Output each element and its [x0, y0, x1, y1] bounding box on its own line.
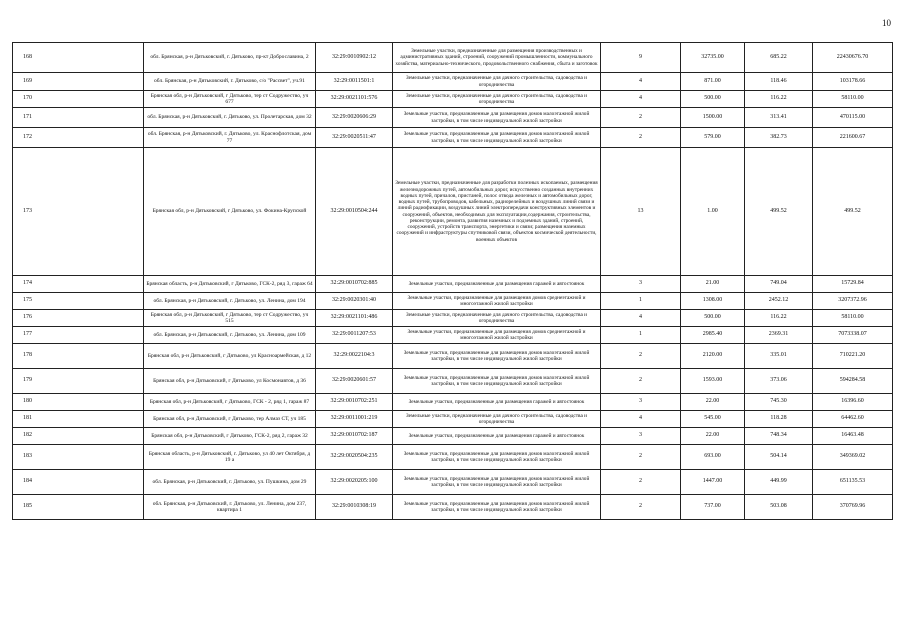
- cadastral-number-cell: 32:29:0011001:219: [316, 411, 393, 428]
- address-cell: Брянская область, р-н Дятьковский, г. Дятьково, ул 40 лет Октября, д 19 а: [144, 445, 316, 470]
- table-row: [13, 91, 893, 108]
- group-cell: 2: [601, 128, 681, 148]
- specific-value-cell: 335.01: [745, 344, 813, 369]
- cadastral-cost-cell: 594284.58: [813, 369, 893, 394]
- specific-value-cell: 749.04: [745, 276, 813, 293]
- land-use-cell: Земельные участки, предназначенные для дачного строительства, садоводства и огородничества: [393, 411, 601, 428]
- area-cell: 1500.00: [681, 108, 745, 128]
- row-number: 175: [13, 293, 144, 310]
- table-row: [13, 411, 893, 428]
- row-number: 179: [13, 369, 144, 394]
- row-number: 184: [13, 470, 144, 495]
- land-registry-table: [12, 42, 893, 520]
- specific-value-cell: 449.99: [745, 470, 813, 495]
- group-cell: 2: [601, 470, 681, 495]
- area-cell: 1447.00: [681, 470, 745, 495]
- address-cell: Брянская обл, р-н Дятьковский, г Дятьково, ул Космонавтов, д 36: [144, 369, 316, 394]
- area-cell: 22.00: [681, 394, 745, 411]
- table-row: [13, 73, 893, 91]
- land-use-cell: Земельные участки, предназначенные для разработки полезных ископаемых, размещения железнодорожных путей, автомобильных дорог, искусственно созданных внутренних водных путей, причалов, пристаней, полос отвода железных и автомобильных дорог, водных путей, трубопроводов, кабельных, радиорелейных и воздушных линий связи и линий радиофикации, воздушных линий электропередачи конструктивных элементов и сооружений, объектов, необходимых для эксплуатации,содержания, строительства, реконструкции, ремонта, развития наземных и подземных зданий, строений, сооружений, устройств транспорта, энергетики и связи; размещения наземных сооружений и инфраструктуры спутниковой связи, объектов космической деятельности, военных объектов: [393, 148, 601, 276]
- cadastral-number-cell: 32:29:0020601:57: [316, 369, 393, 394]
- area-cell: 2120.00: [681, 344, 745, 369]
- area-cell: 545.00: [681, 411, 745, 428]
- cadastral-cost-cell: 470115.00: [813, 108, 893, 128]
- cadastral-number-cell: 32:29:0022104:3: [316, 344, 393, 369]
- land-use-cell: Земельные участки, предназначенные для размещения гаражей и автостоянок: [393, 394, 601, 411]
- land-use-cell: Земельные участки, предназначенные для дачного строительства, садоводства и огородничества: [393, 310, 601, 327]
- cadastral-cost-cell: 221600.67: [813, 128, 893, 148]
- row-number: 178: [13, 344, 144, 369]
- area-cell: 1308.00: [681, 293, 745, 310]
- address-cell: обл. Брянская, р-н Дятьковский, г. Дятьково, ул. Ленина, дом 109: [144, 327, 316, 344]
- address-cell: обл. Брянская, р-н Дятьковский, г. Дятьково, ул. Краснофлотская, дом 77: [144, 128, 316, 148]
- land-use-cell: Земельные участки, предназначенные для размещения домов среднеэтажной и многоэтажной жилой застройки: [393, 293, 601, 310]
- table-row: [13, 394, 893, 411]
- specific-value-cell: 2369.31: [745, 327, 813, 344]
- table-row: [13, 428, 893, 445]
- address-cell: Брянская обл, р-н Дятьковский, г Дятьково, тер Алмаз СТ, уч 185: [144, 411, 316, 428]
- area-cell: 737.00: [681, 495, 745, 520]
- land-use-cell: Земельные участки, предназначенные для размещения домов малоэтажной жилой застройки, в том числе индивидуальной жилой застройки: [393, 128, 601, 148]
- table-row: [13, 128, 893, 148]
- address-cell: обл. Брянская, р-н Дятьковский, г. Дятьково, ул. Пролетарская, дом 32: [144, 108, 316, 128]
- address-cell: Брянская область, р-н Дятьковский, г Дятьково, ГСК-2, ряд 3, гараж 64: [144, 276, 316, 293]
- row-number: 168: [13, 43, 144, 73]
- area-cell: 21.00: [681, 276, 745, 293]
- specific-value-cell: 118.28: [745, 411, 813, 428]
- land-use-cell: Земельные участки, предназначенные для размещения домов малоэтажной жилой застройки, в том числе индивидуальной жилой застройки: [393, 369, 601, 394]
- area-cell: 1.00: [681, 148, 745, 276]
- group-cell: 2: [601, 445, 681, 470]
- address-cell: Брянская обл, р-н Дятьковский, г Дятьково, ГСК - 2, ряд 1, гараж 87: [144, 394, 316, 411]
- table-row: [13, 470, 893, 495]
- area-cell: 22.00: [681, 428, 745, 445]
- table-row: [13, 344, 893, 369]
- address-cell: обл. Брянская, р-н Дятьковский, г. Дятьково, ул. Ленина, дом 194: [144, 293, 316, 310]
- land-use-cell: Земельные участки, предназначенные для размещения производственных и административных зданий, строений, сооружений промышленности, коммунального хозяйства, материально-технического, продовольственного снабжения, сбыта и заготовок: [393, 43, 601, 73]
- cadastral-cost-cell: 499.52: [813, 148, 893, 276]
- cadastral-cost-cell: 22430676.70: [813, 43, 893, 73]
- table-row: [13, 310, 893, 327]
- row-number: 181: [13, 411, 144, 428]
- cadastral-cost-cell: 651135.53: [813, 470, 893, 495]
- row-number: 182: [13, 428, 144, 445]
- specific-value-cell: 2452.12: [745, 293, 813, 310]
- land-use-cell: Земельные участки, предназначенные для размещения домов малоэтажной жилой застройки, в том числе индивидуальной жилой застройки: [393, 344, 601, 369]
- row-number: 183: [13, 445, 144, 470]
- address-cell: обл. Брянская, р-н Дятьковский, г. Дятьково, с/о "Рассвет", уч.91: [144, 73, 316, 91]
- cadastral-number-cell: 32:29:0010308:19: [316, 495, 393, 520]
- specific-value-cell: 382.73: [745, 128, 813, 148]
- cadastral-cost-cell: 3207372.96: [813, 293, 893, 310]
- cadastral-cost-cell: 16463.48: [813, 428, 893, 445]
- group-cell: 3: [601, 394, 681, 411]
- address-cell: обл. Брянская, р-н Дятьковский, г. Дятьково, пр-кт Доброславина, 2: [144, 43, 316, 73]
- land-use-cell: Земельные участки, предназначенные для размещения домов среднеэтажной и многоэтажной жилой застройки: [393, 327, 601, 344]
- area-cell: 2985.40: [681, 327, 745, 344]
- land-use-cell: Земельные участки, предназначенные для размещения домов малоэтажной жилой застройки, в том числе индивидуальной жилой застройки: [393, 470, 601, 495]
- table-row: [13, 108, 893, 128]
- cadastral-number-cell: 32:29:0020606:29: [316, 108, 393, 128]
- area-cell: 871.00: [681, 73, 745, 91]
- address-cell: обл. Брянская, р-н Дятьковский, г. Дятьково, ул. Ленина, дом 237, квартира 1: [144, 495, 316, 520]
- table-row: [13, 445, 893, 470]
- specific-value-cell: 503.08: [745, 495, 813, 520]
- address-cell: Брянская обл, р-н Дятьковский, г Дятьково, тер ст Содружество, уч 677: [144, 91, 316, 108]
- cadastral-number-cell: 32:29:0020511:47: [316, 128, 393, 148]
- table-row: [13, 43, 893, 73]
- cadastral-number-cell: 32:29:0021101:576: [316, 91, 393, 108]
- table-row: [13, 148, 893, 276]
- cadastral-cost-cell: 64462.60: [813, 411, 893, 428]
- group-cell: 1: [601, 327, 681, 344]
- area-cell: 32735.00: [681, 43, 745, 73]
- specific-value-cell: 373.06: [745, 369, 813, 394]
- cadastral-cost-cell: 370769.96: [813, 495, 893, 520]
- group-cell: 2: [601, 495, 681, 520]
- table-row: [13, 369, 893, 394]
- address-cell: обл. Брянская, р-н Дятьковский, г. Дятьково, ул. Пушкина, дом 29: [144, 470, 316, 495]
- cadastral-number-cell: 32:29:0010902:12: [316, 43, 393, 73]
- cadastral-number-cell: 32:29:0021101:486: [316, 310, 393, 327]
- specific-value-cell: 116.22: [745, 91, 813, 108]
- group-cell: 2: [601, 344, 681, 369]
- table-body: [13, 43, 893, 520]
- area-cell: 1593.00: [681, 369, 745, 394]
- cadastral-cost-cell: 15729.84: [813, 276, 893, 293]
- group-cell: 3: [601, 276, 681, 293]
- group-cell: 3: [601, 428, 681, 445]
- area-cell: 500.00: [681, 310, 745, 327]
- group-cell: 4: [601, 411, 681, 428]
- group-cell: 13: [601, 148, 681, 276]
- area-cell: 500.00: [681, 91, 745, 108]
- row-number: 169: [13, 73, 144, 91]
- cadastral-number-cell: 32:29:0020504:235: [316, 445, 393, 470]
- group-cell: 4: [601, 310, 681, 327]
- row-number: 170: [13, 91, 144, 108]
- table-row: [13, 276, 893, 293]
- cadastral-number-cell: 32:29:0010504:244: [316, 148, 393, 276]
- address-cell: Брянская обл, р-н Дятьковский, г Дятьково, тер ст Содружество, уч 515: [144, 310, 316, 327]
- row-number: 185: [13, 495, 144, 520]
- page-number: 10: [882, 18, 891, 28]
- cadastral-number-cell: 32:29:0010702:187: [316, 428, 393, 445]
- group-cell: 2: [601, 369, 681, 394]
- specific-value-cell: 116.22: [745, 310, 813, 327]
- group-cell: 2: [601, 108, 681, 128]
- cadastral-cost-cell: 349369.02: [813, 445, 893, 470]
- cadastral-cost-cell: 58110.00: [813, 310, 893, 327]
- cadastral-number-cell: 32:29:0010702:251: [316, 394, 393, 411]
- row-number: 174: [13, 276, 144, 293]
- cadastral-cost-cell: 7073338.07: [813, 327, 893, 344]
- address-cell: Брянская обл, р-н Дятьковский, г Дятьково, ул. Фокина-Крупской: [144, 148, 316, 276]
- specific-value-cell: 685.22: [745, 43, 813, 73]
- row-number: 177: [13, 327, 144, 344]
- address-cell: Брянская обл, р-н Дятьковский, г Дятьково, ул Красноармейская, д 12: [144, 344, 316, 369]
- land-use-cell: Земельные участки, предназначенные для размещения домов малоэтажной жилой застройки, в том числе индивидуальной жилой застройки: [393, 445, 601, 470]
- group-cell: 1: [601, 293, 681, 310]
- specific-value-cell: 504.14: [745, 445, 813, 470]
- row-number: 173: [13, 148, 144, 276]
- cadastral-cost-cell: 710221.20: [813, 344, 893, 369]
- table-row: [13, 327, 893, 344]
- row-number: 171: [13, 108, 144, 128]
- group-cell: 4: [601, 91, 681, 108]
- specific-value-cell: 499.52: [745, 148, 813, 276]
- land-use-cell: Земельные участки, предназначенные для размещения домов малоэтажной жилой застройки, в том числе индивидуальной жилой застройки: [393, 495, 601, 520]
- row-number: 176: [13, 310, 144, 327]
- specific-value-cell: 313.41: [745, 108, 813, 128]
- specific-value-cell: 745.30: [745, 394, 813, 411]
- cadastral-number-cell: 32:29:0010702:885: [316, 276, 393, 293]
- table-row: [13, 495, 893, 520]
- address-cell: Брянская обл, р-н Дятьковский, г Дятьково, ГСК-2, ряд 2, гараж 32: [144, 428, 316, 445]
- specific-value-cell: 118.46: [745, 73, 813, 91]
- row-number: 172: [13, 128, 144, 148]
- land-use-cell: Земельные участки, предназначенные для размещения гаражей и автостоянок: [393, 276, 601, 293]
- group-cell: 4: [601, 73, 681, 91]
- cadastral-number-cell: 32:29:0011501:1: [316, 73, 393, 91]
- cadastral-cost-cell: 103178.66: [813, 73, 893, 91]
- row-number: 180: [13, 394, 144, 411]
- cadastral-cost-cell: 16396.60: [813, 394, 893, 411]
- cadastral-number-cell: 32:29:0020301:40: [316, 293, 393, 310]
- land-use-cell: Земельные участки, предназначенные для размещения гаражей и автостоянок: [393, 428, 601, 445]
- cadastral-number-cell: 32:29:0011207:53: [316, 327, 393, 344]
- land-use-cell: Земельные участки, предназначенные для дачного строительства, садоводства и огородничества: [393, 91, 601, 108]
- area-cell: 579.00: [681, 128, 745, 148]
- table-row: [13, 293, 893, 310]
- cadastral-cost-cell: 58110.00: [813, 91, 893, 108]
- cadastral-number-cell: 32:29:0020205:100: [316, 470, 393, 495]
- land-use-cell: Земельные участки, предназначенные для дачного строительства, садоводства и огородничества: [393, 73, 601, 91]
- land-use-cell: Земельные участки, предназначенные для размещения домов малоэтажной жилой застройки, в том числе индивидуальной жилой застройки: [393, 108, 601, 128]
- specific-value-cell: 748.34: [745, 428, 813, 445]
- group-cell: 9: [601, 43, 681, 73]
- area-cell: 693.00: [681, 445, 745, 470]
